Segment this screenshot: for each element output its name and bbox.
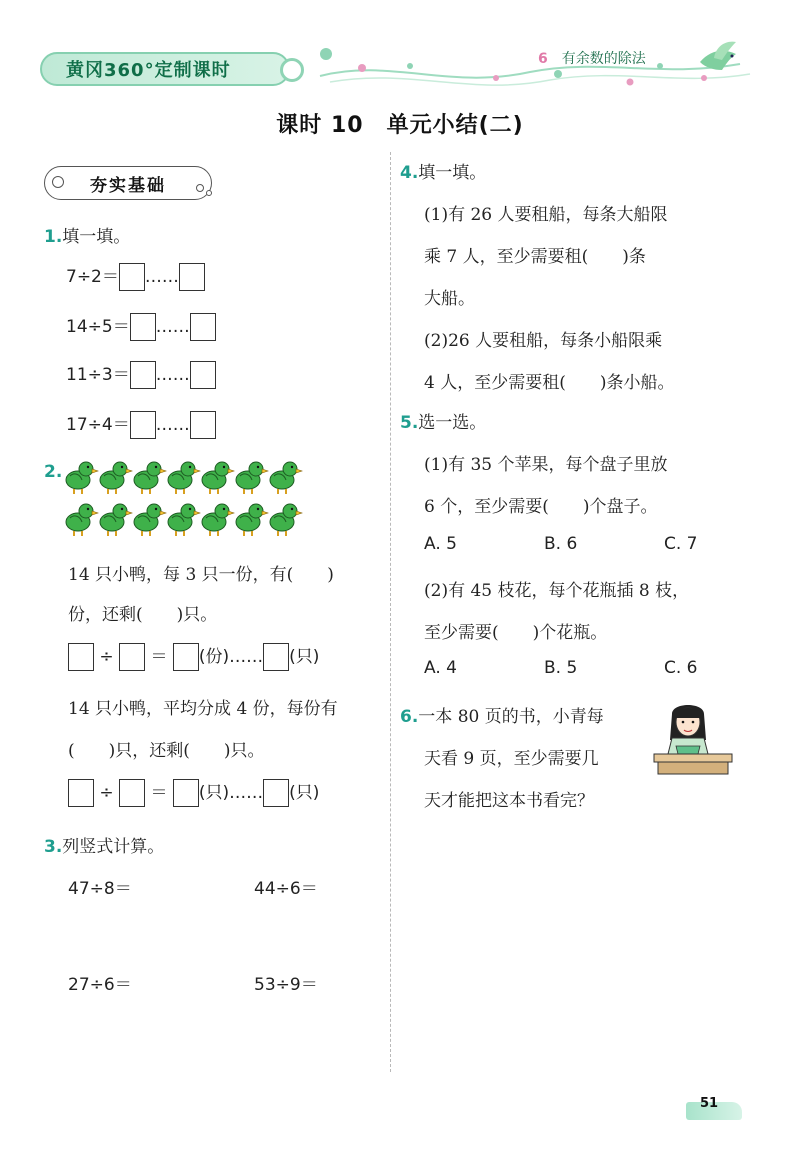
answer-box[interactable] xyxy=(263,779,289,807)
answer-box[interactable] xyxy=(119,779,145,807)
duck-icon xyxy=(100,504,132,536)
duck-icon xyxy=(202,462,234,494)
q1-expression: 14÷5＝ xyxy=(66,317,130,337)
q6-text: 一本 80 页的书，小青每 xyxy=(418,707,604,727)
duck-icon xyxy=(270,462,302,494)
duck-icon xyxy=(134,462,166,494)
q3-item: 47÷8＝ xyxy=(68,879,132,899)
q3-item: 27÷6＝ xyxy=(68,975,132,995)
q5-p2-line2: 至少需要( )个花瓶。 xyxy=(424,623,608,643)
badge-circle-icon xyxy=(52,176,64,188)
answer-box[interactable] xyxy=(68,779,94,807)
remainder-dots: …… xyxy=(229,647,264,667)
q1-item xyxy=(66,410,216,439)
badge-circle-icon xyxy=(206,190,212,196)
answer-box[interactable] xyxy=(119,643,145,671)
chapter-heading xyxy=(538,48,646,68)
q1-item xyxy=(66,262,205,291)
divide-sign: ÷ xyxy=(99,783,114,803)
q5-p1-option[interactable]: B. 6 xyxy=(544,534,578,554)
q2-equation-2 xyxy=(68,778,319,807)
badge-circle-icon xyxy=(196,184,204,192)
q2-part1-line2: 份，还剩( )只。 xyxy=(68,605,218,625)
q3-title: 列竖式计算。 xyxy=(62,837,165,857)
q4-p2-line1: (2)26 人要租船，每条小船限乘 xyxy=(424,331,663,351)
duck-icon xyxy=(168,462,200,494)
q5-p1-line1: (1)有 35 个苹果，每个盘子里放 xyxy=(424,455,668,475)
answer-box[interactable] xyxy=(119,263,145,291)
answer-box[interactable] xyxy=(190,313,216,341)
q4-number: 4. xyxy=(400,163,419,183)
section-badge-text: 夯实基础 xyxy=(90,175,166,196)
chapter-title: 有余数的除法 xyxy=(561,51,646,67)
unit-label: (只) xyxy=(289,647,320,667)
equals-sign: ＝ xyxy=(150,647,168,667)
remainder-dots: …… xyxy=(229,783,264,803)
q1-expression: 17÷4＝ xyxy=(66,415,130,435)
column-divider xyxy=(390,152,391,1072)
answer-box[interactable] xyxy=(190,411,216,439)
unit-label: (份) xyxy=(198,647,230,667)
answer-box[interactable] xyxy=(263,643,289,671)
duck-icon xyxy=(270,504,302,536)
chapter-number: 6 xyxy=(538,51,548,67)
unit-label: (只) xyxy=(198,783,230,803)
q5-p2-option[interactable]: A. 4 xyxy=(424,658,457,678)
duck-icon xyxy=(168,504,200,536)
duck-icon xyxy=(236,504,268,536)
q4-p2-line2: 4 人，至少需要租( )条小船。 xyxy=(424,373,675,393)
q1-heading xyxy=(44,222,130,247)
duck-icon xyxy=(66,462,98,494)
q2-part2-line2: ( )只，还剩( )只。 xyxy=(68,741,265,761)
q5-title: 选一选。 xyxy=(418,413,487,433)
duck-icon xyxy=(202,504,234,536)
duck-icon xyxy=(134,504,166,536)
q5-p2-option[interactable]: C. 6 xyxy=(664,658,698,678)
duck-icon xyxy=(66,504,98,536)
q4-p1-line1: (1)有 26 人要租船，每条大船限 xyxy=(424,205,668,225)
q6-line3: 天才能把这本书看完？ xyxy=(424,791,594,811)
q5-p1-option[interactable]: C. 7 xyxy=(664,534,698,554)
q6-line2: 天看 9 页，至少需要几 xyxy=(424,749,599,769)
q5-p1-option[interactable]: A. 5 xyxy=(424,534,457,554)
q1-item xyxy=(66,360,216,389)
q3-number: 3. xyxy=(44,837,63,857)
lesson-title: 课时 10 单元小结(二) xyxy=(276,113,524,138)
answer-box[interactable] xyxy=(68,643,94,671)
divide-sign: ÷ xyxy=(99,647,114,667)
answer-box[interactable] xyxy=(173,779,199,807)
q5-p1-line2: 6 个，至少需要( )个盘子。 xyxy=(424,497,658,517)
q5-p2-option[interactable]: B. 5 xyxy=(544,658,578,678)
duck-icon xyxy=(100,462,132,494)
header-wave-decoration xyxy=(300,38,760,98)
answer-box[interactable] xyxy=(190,361,216,389)
answer-box[interactable] xyxy=(130,361,156,389)
q2-equation-1 xyxy=(68,642,319,671)
answer-box[interactable] xyxy=(130,411,156,439)
q5-p2-line1: (2)有 45 枝花，每个花瓶插 8 枝， xyxy=(424,581,690,601)
q4-heading xyxy=(400,158,486,183)
answer-box[interactable] xyxy=(130,313,156,341)
q1-item xyxy=(66,312,216,341)
page-number: 51 xyxy=(700,1096,719,1111)
q4-p1-line3: 大船。 xyxy=(424,289,475,309)
q3-heading xyxy=(44,832,164,857)
q6-line1 xyxy=(400,702,604,727)
unit-label: (只) xyxy=(289,783,320,803)
brand-text: 黄冈360°定制课时 xyxy=(66,60,231,81)
remainder-dots: …… xyxy=(155,415,190,435)
q3-item: 53÷9＝ xyxy=(254,975,318,995)
q1-title: 填一填。 xyxy=(62,227,131,247)
answer-box[interactable] xyxy=(179,263,205,291)
equals-sign: ＝ xyxy=(150,783,168,803)
q5-number: 5. xyxy=(400,413,419,433)
q2-part1-line1: 14 只小鸭，每 3 只一份，有( ) xyxy=(68,565,334,585)
q1-expression: 7÷2＝ xyxy=(66,267,119,287)
duck-icon xyxy=(236,462,268,494)
section-badge xyxy=(44,166,212,200)
q1-number: 1. xyxy=(44,227,63,247)
q2-heading xyxy=(44,462,62,482)
answer-box[interactable] xyxy=(173,643,199,671)
q5-heading xyxy=(400,408,486,433)
q4-title: 填一填。 xyxy=(418,163,487,183)
remainder-dots: …… xyxy=(144,267,179,287)
remainder-dots: …… xyxy=(155,365,190,385)
q4-p1-line2: 乘 7 人，至少需要租( )条 xyxy=(424,247,646,267)
q2-part2-line1: 14 只小鸭，平均分成 4 份，每份有 xyxy=(68,699,338,719)
brand-banner xyxy=(40,52,290,86)
q1-expression: 11÷3＝ xyxy=(66,365,130,385)
ducks-illustration xyxy=(64,458,304,540)
remainder-dots: …… xyxy=(155,317,190,337)
q2-number: 2. xyxy=(44,462,63,482)
q6-number: 6. xyxy=(400,707,419,727)
girl-reading-illustration xyxy=(650,700,736,780)
q3-item: 44÷6＝ xyxy=(254,879,318,899)
